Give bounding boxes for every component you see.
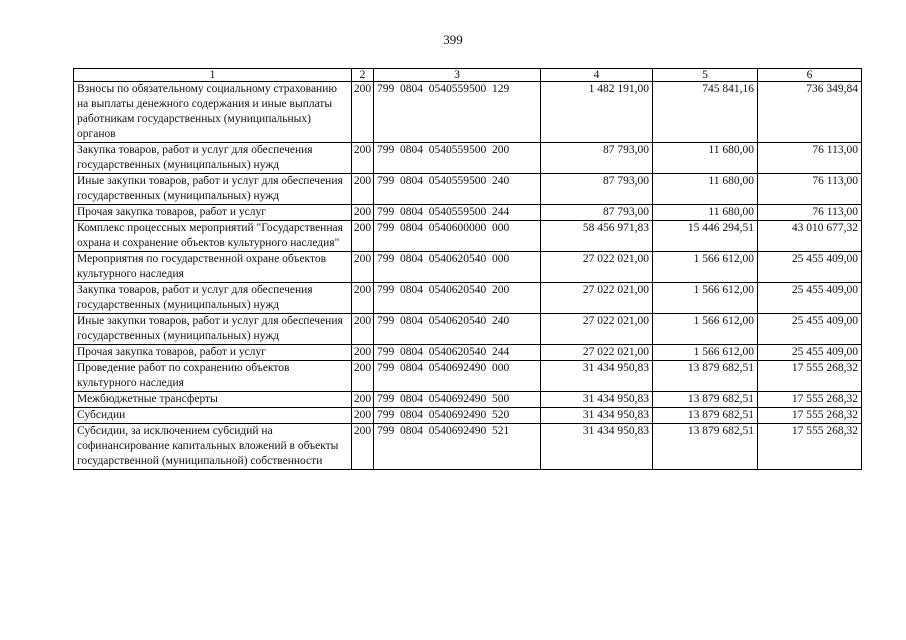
row-code: 799 0804 0540620540 244 <box>374 345 541 361</box>
row-grbs: 200 <box>352 392 374 408</box>
table-row <box>74 174 862 205</box>
row-amount-col4: 87 793,00 <box>541 205 653 221</box>
table-row <box>74 408 862 424</box>
row-amount-col6: 25 455 409,00 <box>758 345 862 361</box>
row-amount-col4: 27 022 021,00 <box>541 345 653 361</box>
row-amount-col4: 27 022 021,00 <box>541 252 653 283</box>
row-name: Взносы по обязательному социальному страхованию на выплаты денежного содержания и иные выплаты работникам государственных (муниципальных) органов <box>74 82 352 143</box>
row-amount-col4: 87 793,00 <box>541 174 653 205</box>
header-cell: 4 <box>541 69 653 82</box>
row-code: 799 0804 0540559500 240 <box>374 174 541 205</box>
row-amount-col6: 25 455 409,00 <box>758 252 862 283</box>
row-amount-col5: 1 566 612,00 <box>653 314 758 345</box>
row-grbs: 200 <box>352 252 374 283</box>
row-amount-col6: 17 555 268,32 <box>758 408 862 424</box>
table-row <box>74 252 862 283</box>
row-amount-col6: 76 113,00 <box>758 205 862 221</box>
row-amount-col5: 1 566 612,00 <box>653 283 758 314</box>
row-amount-col4: 87 793,00 <box>541 143 653 174</box>
row-code: 799 0804 0540692490 521 <box>374 424 541 470</box>
row-amount-col6: 43 010 677,32 <box>758 221 862 252</box>
row-name: Иные закупки товаров, работ и услуг для обеспечения государственных (муниципальных) нужд <box>74 174 352 205</box>
row-amount-col6: 25 455 409,00 <box>758 283 862 314</box>
row-grbs: 200 <box>352 174 374 205</box>
row-code: 799 0804 0540692490 000 <box>374 361 541 392</box>
row-grbs: 200 <box>352 345 374 361</box>
header-cell: 2 <box>352 69 374 82</box>
row-amount-col4: 27 022 021,00 <box>541 314 653 345</box>
row-grbs: 200 <box>352 361 374 392</box>
row-amount-col5: 13 879 682,51 <box>653 392 758 408</box>
row-grbs: 200 <box>352 82 374 143</box>
row-amount-col6: 736 349,84 <box>758 82 862 143</box>
row-amount-col6: 76 113,00 <box>758 174 862 205</box>
row-amount-col5: 11 680,00 <box>653 205 758 221</box>
row-amount-col4: 31 434 950,83 <box>541 408 653 424</box>
table-row <box>74 314 862 345</box>
row-amount-col6: 17 555 268,32 <box>758 424 862 470</box>
row-name: Мероприятия по государственной охране объектов культурного наследия <box>74 252 352 283</box>
row-name: Субсидии, за исключением субсидий на софинансирование капитальных вложений в объекты государственной (муниципальной) собственности <box>74 424 352 470</box>
page-number: 399 <box>443 32 463 47</box>
row-name: Прочая закупка товаров, работ и услуг <box>74 205 352 221</box>
table-row <box>74 345 862 361</box>
budget-table-body <box>74 69 862 470</box>
row-amount-col5: 745 841,16 <box>653 82 758 143</box>
row-grbs: 200 <box>352 424 374 470</box>
row-amount-col5: 13 879 682,51 <box>653 424 758 470</box>
row-name: Иные закупки товаров, работ и услуг для обеспечения государственных (муниципальных) нужд <box>74 314 352 345</box>
row-amount-col5: 13 879 682,51 <box>653 408 758 424</box>
row-name: Прочая закупка товаров, работ и услуг <box>74 345 352 361</box>
row-amount-col4: 31 434 950,83 <box>541 361 653 392</box>
row-grbs: 200 <box>352 314 374 345</box>
row-name: Межбюджетные трансферты <box>74 392 352 408</box>
row-grbs: 200 <box>352 221 374 252</box>
row-code: 799 0804 0540692490 500 <box>374 392 541 408</box>
header-cell: 1 <box>74 69 352 82</box>
row-amount-col6: 17 555 268,32 <box>758 361 862 392</box>
row-code: 799 0804 0540559500 200 <box>374 143 541 174</box>
row-code: 799 0804 0540620540 000 <box>374 252 541 283</box>
row-amount-col4: 31 434 950,83 <box>541 392 653 408</box>
row-grbs: 200 <box>352 283 374 314</box>
row-grbs: 200 <box>352 408 374 424</box>
table-row <box>74 205 862 221</box>
row-amount-col6: 17 555 268,32 <box>758 392 862 408</box>
row-name: Субсидии <box>74 408 352 424</box>
row-name: Закупка товаров, работ и услуг для обеспечения государственных (муниципальных) нужд <box>74 283 352 314</box>
table-row <box>74 221 862 252</box>
row-amount-col5: 1 566 612,00 <box>653 345 758 361</box>
table-header-row <box>74 69 862 82</box>
row-amount-col4: 1 482 191,00 <box>541 82 653 143</box>
row-code: 799 0804 0540620540 240 <box>374 314 541 345</box>
table-row <box>74 82 862 143</box>
row-code: 799 0804 0540559500 244 <box>374 205 541 221</box>
row-code: 799 0804 0540620540 200 <box>374 283 541 314</box>
table-row <box>74 143 862 174</box>
table-row <box>74 283 862 314</box>
header-cell: 3 <box>374 69 541 82</box>
row-amount-col4: 58 456 971,83 <box>541 221 653 252</box>
row-amount-col4: 31 434 950,83 <box>541 424 653 470</box>
header-cell: 5 <box>653 69 758 82</box>
table-row <box>74 392 862 408</box>
row-amount-col6: 76 113,00 <box>758 143 862 174</box>
row-amount-col4: 27 022 021,00 <box>541 283 653 314</box>
row-grbs: 200 <box>352 205 374 221</box>
row-amount-col5: 15 446 294,51 <box>653 221 758 252</box>
row-name: Комплекс процессных мероприятий "Государственная охрана и сохранение объектов культурного наследия" <box>74 221 352 252</box>
row-amount-col5: 13 879 682,51 <box>653 361 758 392</box>
row-amount-col5: 11 680,00 <box>653 174 758 205</box>
row-name: Закупка товаров, работ и услуг для обеспечения государственных (муниципальных) нужд <box>74 143 352 174</box>
row-amount-col5: 1 566 612,00 <box>653 252 758 283</box>
row-amount-col5: 11 680,00 <box>653 143 758 174</box>
row-code: 799 0804 0540559500 129 <box>374 82 541 143</box>
header-cell: 6 <box>758 69 862 82</box>
row-name: Проведение работ по сохранению объектов культурного наследия <box>74 361 352 392</box>
row-amount-col6: 25 455 409,00 <box>758 314 862 345</box>
table-row <box>74 361 862 392</box>
table-row <box>74 424 862 470</box>
budget-table <box>73 68 862 470</box>
row-code: 799 0804 0540692490 520 <box>374 408 541 424</box>
row-grbs: 200 <box>352 143 374 174</box>
row-code: 799 0804 0540600000 000 <box>374 221 541 252</box>
